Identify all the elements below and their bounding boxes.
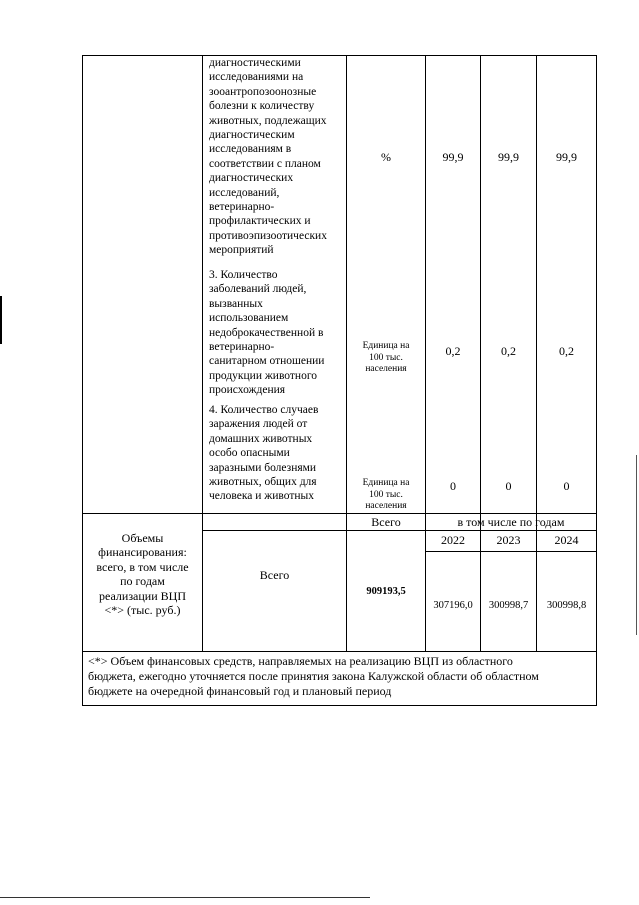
indicator-4-value-2023: 0 (505, 479, 512, 493)
indicator-2-value-2023: 99,9 (498, 150, 519, 164)
grid-year-col-3 (536, 530, 537, 651)
indicator-3-text: 3. Количество заболеваний людей, вызванных использованием недоброкачественной в ветеринарно- санитарном отношении продукции животного происхождения (209, 269, 325, 397)
indicator-4-value-2024: 0 (563, 479, 570, 493)
indicator-2-text: диагностическими исследованиями на зооантропозоонозные болезни к количеству животных, подлежащих диагностическим исследованиям в соответствии с планом диагностических исследований, ветеринарно- профилактических и противоэпизоотических мероприятий (209, 57, 327, 257)
financing-year-2022: 2022 (441, 533, 465, 547)
financing-source: Всего (259, 568, 290, 582)
financing-label: Объемы финансирования: всего, в том числе по годам реализации ВЦП <*> (тыс. руб.) (96, 531, 189, 618)
grid-row-years (425, 551, 597, 552)
indicator-4-unit: Единица на 100 тыс. населения (362, 478, 410, 511)
grid-col-4 (480, 55, 481, 531)
scan-edge-mark-left (0, 296, 2, 344)
table-border-right (596, 55, 597, 706)
financing-header-total: Всего (371, 515, 401, 529)
financing-total: 909193,5 (366, 586, 406, 597)
grid-col-5 (536, 55, 537, 531)
indicator-3-unit: Единица на 100 тыс. населения (362, 341, 410, 374)
grid-row-indicators-end (82, 513, 597, 514)
financing-amount-2022: 307196,0 (433, 600, 473, 611)
scan-edge-mark-right (636, 455, 637, 635)
grid-year-col-2 (480, 530, 481, 651)
indicator-3-value-2024: 0,2 (559, 344, 574, 358)
indicator-2-value-2022: 99,9 (442, 150, 464, 164)
grid-row-fin-end (82, 651, 597, 652)
indicator-2-unit: % (381, 150, 391, 164)
indicator-4-text: 4. Количество случаев заражения людей от домашних животных особо опасными заразными болезнями животных, общих для человека и животных (209, 404, 319, 503)
footnote: <*> Объем финансовых средств, направляемых на реализацию ВЦП из областного бюджета, ежегодно уточняется после принятия закона Калужской области об областном бюджете на очередной финансовый год и плановый период (88, 654, 539, 698)
table-border-top (82, 55, 597, 56)
scan-bottom-line (0, 897, 370, 898)
financing-amount-2024: 300998,8 (546, 600, 587, 611)
indicator-4-value-2022: 0 (450, 479, 456, 493)
indicator-3-value-2023: 0,2 (501, 344, 516, 358)
financing-header-by-years: в том числе по годам (457, 515, 565, 529)
grid-year-col-1 (425, 530, 426, 651)
financing-amount-2023: 300998,7 (488, 600, 529, 611)
grid-col-3 (425, 55, 426, 531)
grid-col-1 (202, 55, 203, 651)
indicator-3-value-2022: 0,2 (445, 344, 461, 358)
financing-year-2024: 2024 (554, 533, 579, 547)
indicator-2-value-2024: 99,9 (556, 150, 577, 164)
financing-year-2023: 2023 (496, 533, 521, 547)
table-border-bottom (82, 705, 597, 706)
grid-row-fin-header (202, 530, 597, 531)
